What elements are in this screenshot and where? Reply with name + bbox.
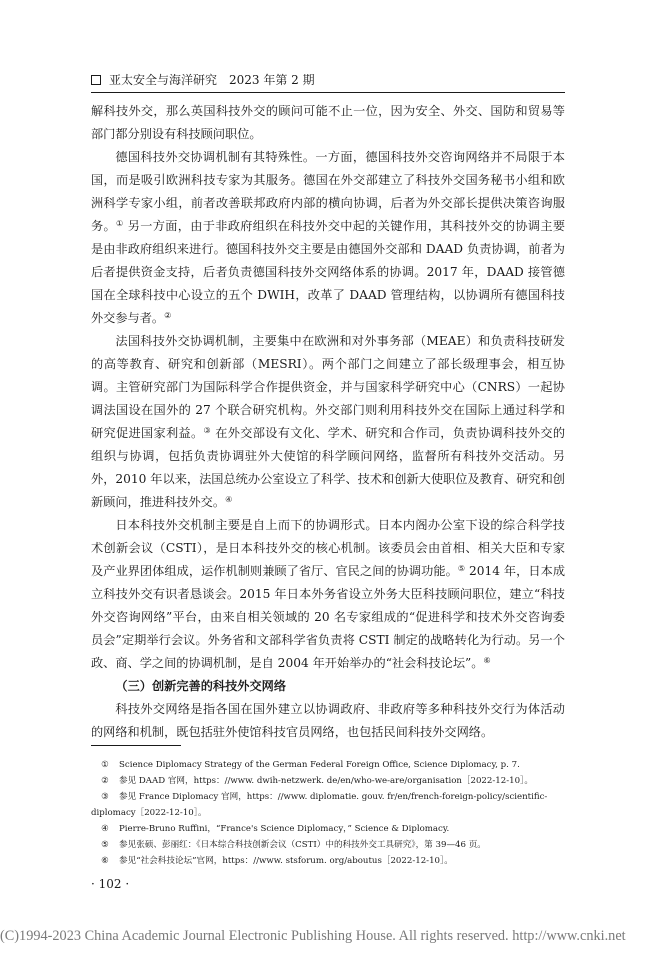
paragraph-network: 科技外交网络是指各国在国外建立以协调政府、非政府等多种科技外交行为体活动的网络和机制，既包括驻外使馆科技官员网络，也包括民间科技外交网络。 [91, 702, 565, 739]
footnotes [91, 757, 565, 869]
paragraph-uk-continuation: 解科技外交，那么英国科技外交的顾问可能不止一位，因为安全、外交、国防和贸易等部门都分别设有科技顾问职位。 [91, 104, 565, 141]
paragraph-france: 法国科技外交协调机制，主要集中在欧洲和对外事务部（MEAE）和负责科技研发的高等教育、研究和创新部（MESRI）。两个部门之间建立了部长级理事会，相互协调。主管研究部门为国际科学合作提供资金，并与国家科学研究中心（CNRS）一起协调法国设在国外的 27 个联合研究机构。外交部门则利用科技外交在国际上通过科学和研究促进国家利益。③ 在外交部设有文化、学术、研究和合作司，负责协调科技外交的组织与协调，包括负责协调驻外大使馆的科学顾问网络，监督所有科技外交活动。另外，2010 年以来，法国总统办公室设立了科学、技术和创新大使职位及教育、研究和创新顾问，推进科技外交。④ [91, 334, 566, 509]
copyright-notice: (C)1994-2023 China Academic Journal Electronic Publishing House. All rights reserved. http://www.cnki.net [0, 928, 626, 944]
header-divider [91, 92, 565, 93]
footnote-text[interactable]: 参见“社会科技论坛”官网，https：//www. stsforum. org/aboutus［2022-12-10］。 [119, 856, 453, 866]
footnote-ref-1[interactable]: ① [116, 219, 124, 228]
article-body [91, 100, 565, 744]
footnote-number: ⑤ [101, 840, 109, 850]
footnote-number: ② [101, 776, 109, 786]
footnote-item [91, 789, 565, 821]
footnote-number: ④ [101, 824, 109, 834]
square-icon [91, 75, 101, 85]
footnote-ref-2[interactable]: ② [164, 311, 172, 320]
footnote-ref-6[interactable]: ⑥ [483, 656, 491, 665]
paragraph-japan: 日本科技外交机制主要是自上而下的协调形式。日本内阁办公室下设的综合科学技术创新会议（CSTI），是日本科技外交的核心机制。该委员会由首相、相关大臣和专家及产业界团体组成，运作机制则兼顾了省厅、官民之间的协调功能。⑤ 2014 年，日本成立科技外交有识者恳谈会。2015 年日本外务省设立外务大臣科技顾问职位，建立“科技外交咨询网络”平台，由来自相关领域的 20 名专家组成的“促进科学和技术外交咨询委员会”定期举行会议。外务省和文部科学省负责将 CSTI 制定的战略转化为行动。另一个政、商、学之间的协调机制，是自 2004 年开始举办的“社会科技论坛”。⑥ [91, 518, 566, 670]
footnote-item [91, 821, 565, 837]
paragraph-germany: 德国科技外交协调机制有其特殊性。一方面，德国科技外交咨询网络并不局限于本国，而是吸引欧洲科技专家为其服务。德国在外交部建立了科技外交国务秘书小组和欧洲科学专家小组，前者改善联邦政府内部的横向协调，后者为外交部长提供决策咨询服务。① 另一方面，由于非政府组织在科技外交中起的关键作用，其科技外交的协调主要是由非政府组织来进行。德国科技外交主要是由德国外交部和 DAAD 负责协调，前者为后者提供资金支持，后者负责德国科技外交网络体系的协调。2017 年，DAAD 接管德国在全球科技中心设立的五个 DWIH，改革了 DAAD 管理结构，以协调所有德国科技外交参与者。② [91, 150, 566, 325]
journal-title: 亚太安全与海洋研究 [109, 73, 218, 87]
footnote-text: Science Diplomacy Strategy of the German Federal Foreign Office, Science Diplomacy, p. 7. [119, 760, 520, 770]
footnote-divider [91, 745, 181, 746]
footnote-item [91, 853, 565, 869]
page-number: · 102 · [91, 877, 130, 891]
footnote-text[interactable]: 参见 France Diplomacy 官网，https：//www. diplomatie. gouv. fr/en/french-foreign-policy/scientific-diplomacy［2022-12-10］。 [91, 792, 548, 818]
footnote-item [91, 757, 565, 773]
footnote-text: Pierre-Bruno Ruffini，“France's Science Diplomacy，” Science & Diplomacy. [119, 824, 450, 834]
footnote-text[interactable]: 参见 DAAD 官网，https：//www. dwih-netzwerk. de/en/who-we-are/organisation［2022-12-10］。 [119, 776, 533, 786]
running-header [91, 72, 561, 88]
section-heading: （三）创新完善的科技外交网络 [115, 679, 287, 693]
footnote-item [91, 773, 565, 789]
footnote-ref-4[interactable]: ④ [225, 495, 233, 504]
footnote-ref-3[interactable]: ③ [203, 426, 212, 435]
footnote-ref-5[interactable]: ⑤ [457, 564, 466, 573]
footnote-number: ① [101, 760, 109, 770]
footnote-text: 参见张硕、彭丽红：《日本综合科技创新会议（CSTI）中的科技外交工具研究》，第 39—46 页。 [119, 840, 486, 850]
issue-label: 2023 年第 2 期 [229, 73, 315, 87]
footnote-number: ⑥ [101, 856, 109, 866]
footnote-item [91, 837, 565, 853]
footnote-number: ③ [101, 792, 109, 802]
